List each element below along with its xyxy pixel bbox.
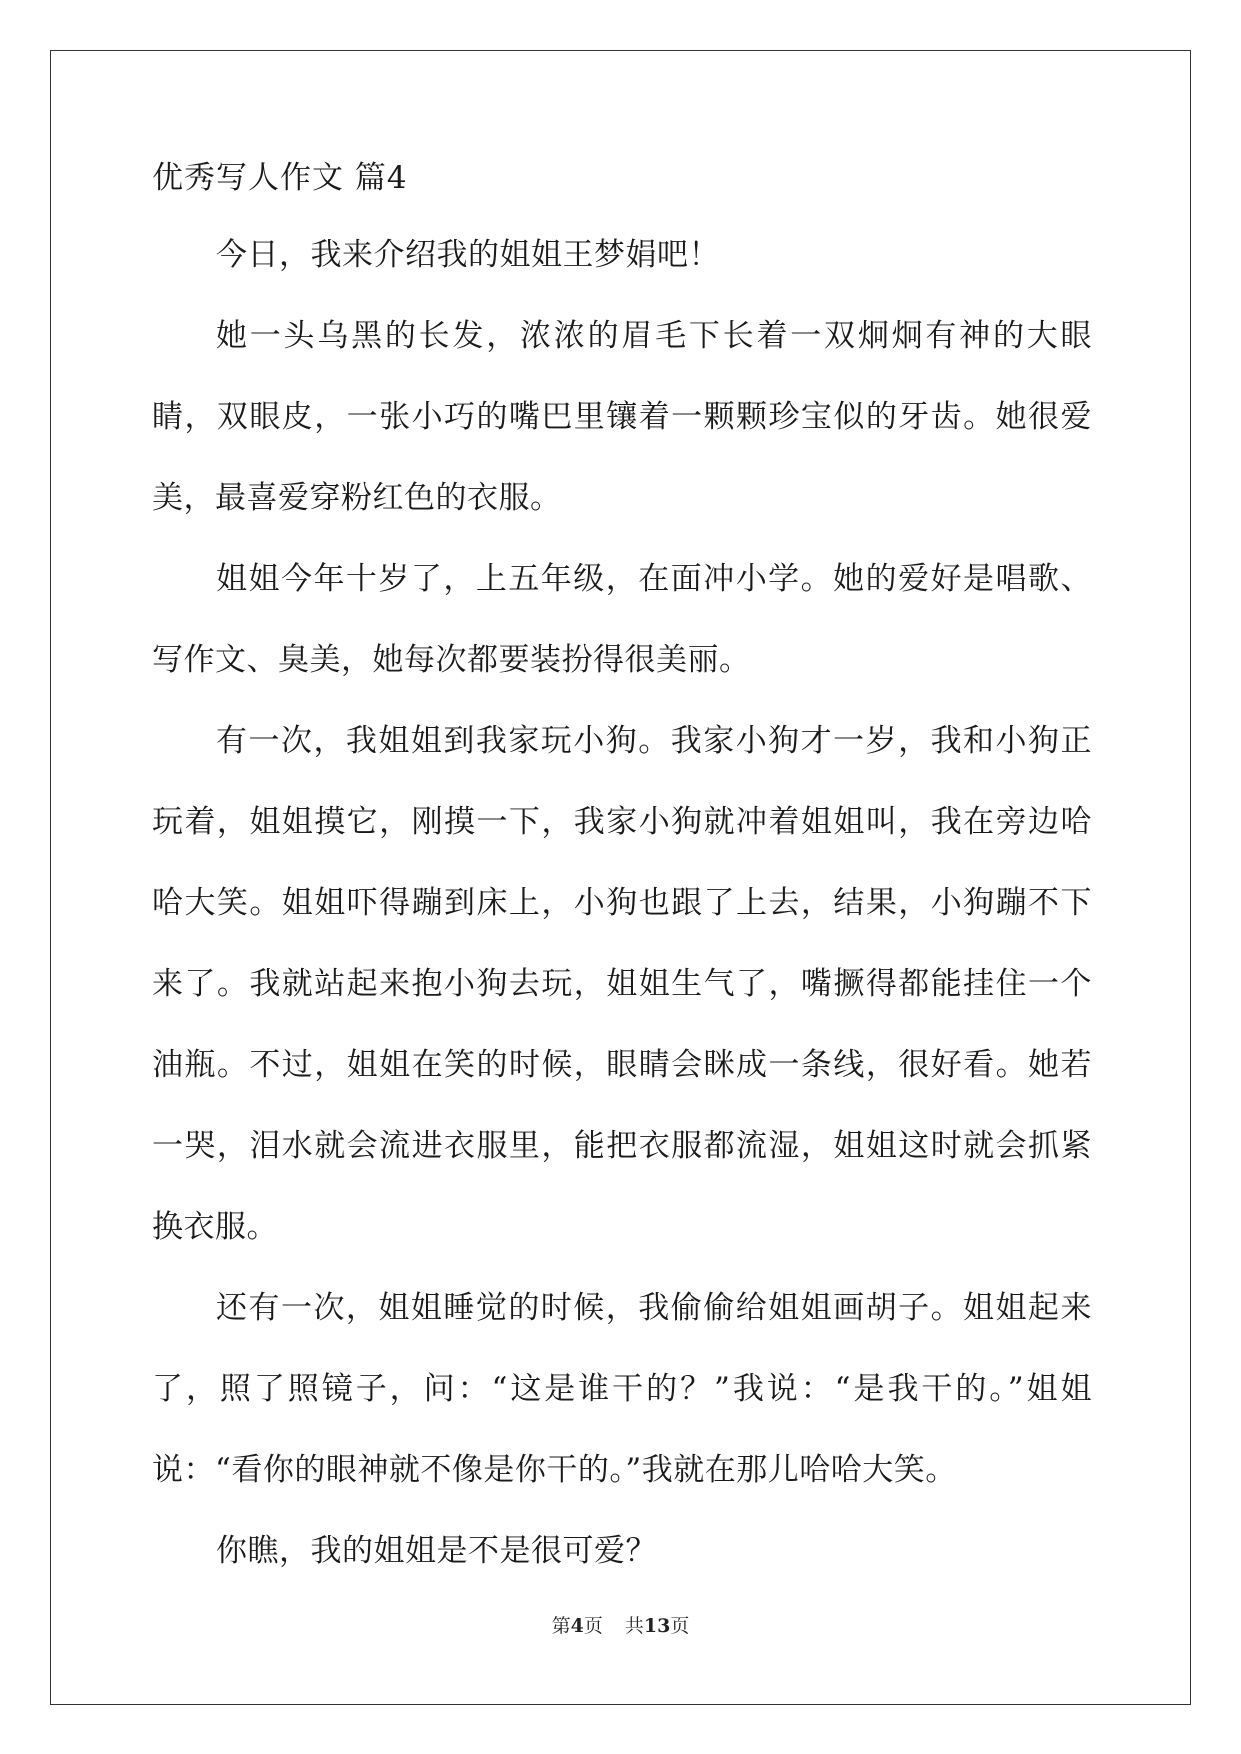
paragraph: 还有一次，姐姐睡觉的时候，我偷偷给姐姐画胡子。姐姐起来了，照了照镜子，问：“这是谁干的？”我说：“是我干的。”姐姐说：“看你的眼神就不像是你干的。”我就在那儿哈哈大笑。 [152,1290,1092,1488]
page-prefix: 第 [551,1615,571,1637]
paragraph: 今日，我来介绍我的姐姐王梦娟吧！ [216,237,720,273]
total-prefix: 共 [624,1615,644,1637]
paragraph: 有一次，我姐姐到我家玩小狗。我家小狗才一岁，我和小狗正玩着，姐姐摸它，刚摸一下，我家小狗就冲着姐姐叫，我在旁边哈哈大笑。姐姐吓得蹦到床上，小狗也跟了上去，结果，小狗蹦不下来了。我就站起来抱小狗去玩，姐姐生气了，嘴撅得都能挂住一个油瓶。不过，姐姐在笑的时候，眼睛会眯成一条线，很好看。她若一哭，泪水就会流进衣服里，能把衣服都流湿，姐姐这时就会抓紧换衣服。 [152,723,1092,1245]
page-footer [0,1614,1241,1638]
paragraph: 她一头乌黑的长发，浓浓的眉毛下长着一双炯炯有神的大眼睛，双眼皮，一张小巧的嘴巴里镶着一颗颗珍宝似的牙齿。她很爱美，最喜爱穿粉红色的衣服。 [152,318,1092,516]
document-body [152,158,1092,1592]
page-number: 4 [570,1615,584,1637]
document-title: 优秀写人作文 篇4 [152,160,408,196]
page-suffix: 页 [583,1615,603,1637]
total-suffix: 页 [670,1615,690,1637]
paragraph: 你瞧，我的姐姐是不是很可爱？ [216,1533,657,1569]
total-pages: 13 [643,1615,671,1637]
paragraph: 姐姐今年十岁了，上五年级，在面冲小学。她的爱好是唱歌、写作文、臭美，她每次都要装扮得很美丽。 [152,561,1092,678]
